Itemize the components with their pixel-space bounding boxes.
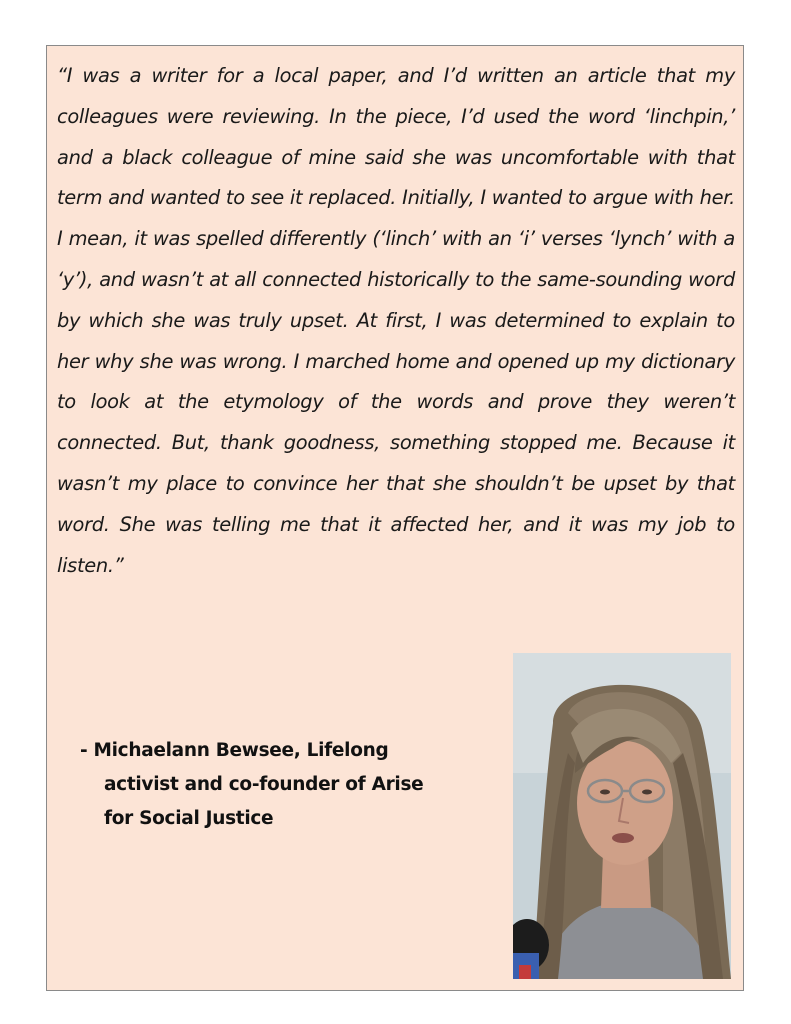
portrait-photo	[513, 653, 731, 979]
quote-text: “I was a writer for a local paper, and I’d written an article that my colleagues were reviewing. In the piece, I’d used the word ‘linchpin,’ and a black colleague of mine said she was uncomfortable with that term and wanted to see it replaced. Initially, I wanted to argue with her. I mean, it was spelled differently (‘linch’ with an ‘i’ verses ‘lynch’ with a ‘y’), and wasn’t at all connected historically to the same-sounding word by which she was truly upset. At first, I was determined to explain to her why she was wrong. I marched home and opened up my dictionary to look at the etymology of the words and prove they weren’t connected. But, thank goodness, something stopped me. Because it wasn’t my place to convince her that she shouldn’t be upset by that word. She was telling me that it affected her, and it was my job to listen.”	[57, 64, 735, 577]
attribution-line-3: for Social Justice	[104, 808, 274, 829]
attribution-line-1: - Michaelann Bewsee, Lifelong	[80, 740, 389, 761]
quote-box	[46, 45, 744, 991]
portrait-illustration	[513, 653, 731, 979]
attribution-line-2: activist and co-founder of Arise	[104, 774, 424, 795]
attribution	[80, 734, 480, 836]
